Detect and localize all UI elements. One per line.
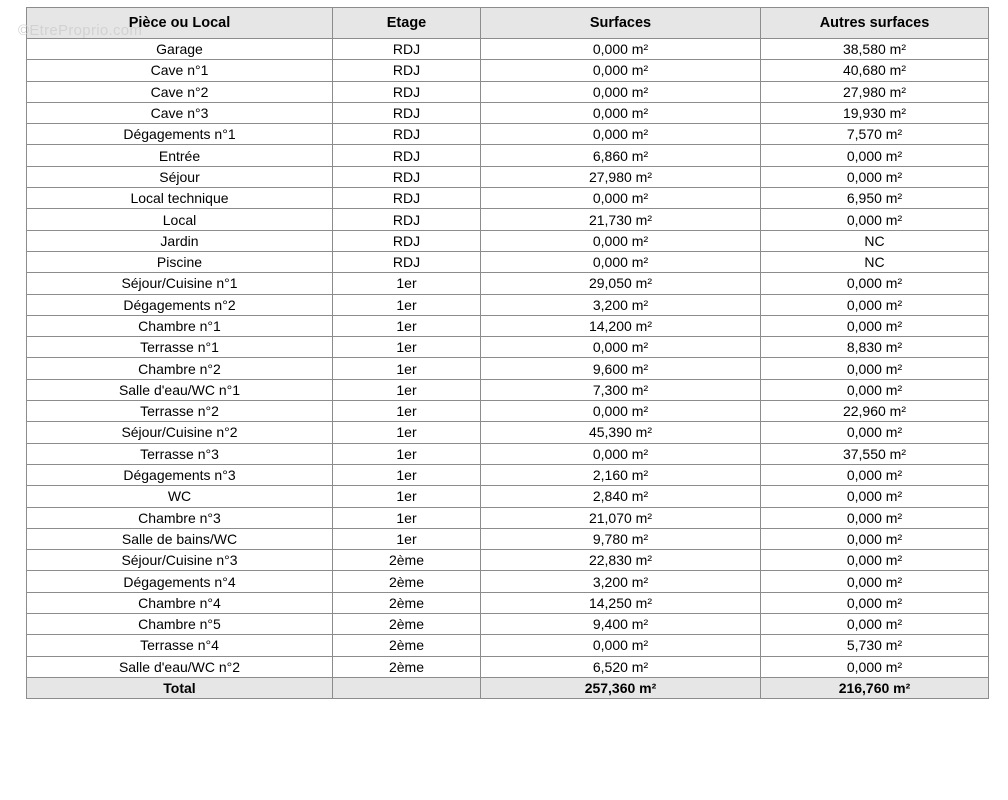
table-row xyxy=(27,315,989,336)
cell-surfaces: 0,000 m² xyxy=(481,230,761,251)
cell-surfaces: 9,600 m² xyxy=(481,358,761,379)
table-row xyxy=(27,571,989,592)
cell-autres-surfaces: 0,000 m² xyxy=(761,592,989,613)
table-row xyxy=(27,102,989,123)
cell-autres-surfaces: 6,950 m² xyxy=(761,188,989,209)
cell-autres-surfaces: 0,000 m² xyxy=(761,507,989,528)
cell-autres-surfaces: 0,000 m² xyxy=(761,614,989,635)
cell-etage: 1er xyxy=(333,273,481,294)
table-row xyxy=(27,656,989,677)
cell-surfaces: 0,000 m² xyxy=(481,443,761,464)
cell-etage: RDJ xyxy=(333,39,481,60)
table-row xyxy=(27,401,989,422)
cell-autres-surfaces: 38,580 m² xyxy=(761,39,989,60)
cell-autres-surfaces: 0,000 m² xyxy=(761,486,989,507)
cell-autres-surfaces: 0,000 m² xyxy=(761,273,989,294)
table-row xyxy=(27,273,989,294)
cell-surfaces: 3,200 m² xyxy=(481,571,761,592)
table-row xyxy=(27,81,989,102)
cell-etage: 2ème xyxy=(333,592,481,613)
total-autres-surfaces: 216,760 m² xyxy=(761,677,989,698)
cell-etage: RDJ xyxy=(333,230,481,251)
cell-piece: Jardin xyxy=(27,230,333,251)
table-row xyxy=(27,358,989,379)
header-surfaces: Surfaces xyxy=(481,8,761,39)
table-row xyxy=(27,60,989,81)
cell-surfaces: 29,050 m² xyxy=(481,273,761,294)
cell-autres-surfaces: 7,570 m² xyxy=(761,124,989,145)
cell-autres-surfaces: 0,000 m² xyxy=(761,315,989,336)
table-row xyxy=(27,294,989,315)
total-label: Total xyxy=(27,677,333,698)
table-row xyxy=(27,379,989,400)
cell-autres-surfaces: NC xyxy=(761,251,989,272)
cell-autres-surfaces: 37,550 m² xyxy=(761,443,989,464)
cell-autres-surfaces: 0,000 m² xyxy=(761,656,989,677)
cell-surfaces: 0,000 m² xyxy=(481,60,761,81)
cell-piece: Garage xyxy=(27,39,333,60)
cell-surfaces: 0,000 m² xyxy=(481,188,761,209)
table-row xyxy=(27,337,989,358)
cell-etage: RDJ xyxy=(333,209,481,230)
table-row xyxy=(27,528,989,549)
total-etage xyxy=(333,677,481,698)
cell-piece: Chambre n°2 xyxy=(27,358,333,379)
cell-piece: Séjour/Cuisine n°3 xyxy=(27,550,333,571)
cell-surfaces: 21,730 m² xyxy=(481,209,761,230)
cell-surfaces: 7,300 m² xyxy=(481,379,761,400)
cell-etage: 1er xyxy=(333,401,481,422)
cell-piece: Chambre n°4 xyxy=(27,592,333,613)
cell-etage: RDJ xyxy=(333,251,481,272)
cell-surfaces: 2,840 m² xyxy=(481,486,761,507)
cell-autres-surfaces: 22,960 m² xyxy=(761,401,989,422)
table-row xyxy=(27,209,989,230)
cell-etage: 1er xyxy=(333,294,481,315)
cell-piece: Salle d'eau/WC n°1 xyxy=(27,379,333,400)
cell-autres-surfaces: 0,000 m² xyxy=(761,358,989,379)
cell-surfaces: 0,000 m² xyxy=(481,251,761,272)
cell-etage: RDJ xyxy=(333,60,481,81)
table-row xyxy=(27,422,989,443)
cell-piece: Salle de bains/WC xyxy=(27,528,333,549)
cell-piece: Dégagements n°2 xyxy=(27,294,333,315)
cell-etage: 1er xyxy=(333,379,481,400)
total-surfaces: 257,360 m² xyxy=(481,677,761,698)
header-row xyxy=(27,8,989,39)
table-row xyxy=(27,486,989,507)
cell-surfaces: 14,250 m² xyxy=(481,592,761,613)
table-row xyxy=(27,614,989,635)
cell-surfaces: 0,000 m² xyxy=(481,39,761,60)
cell-etage: RDJ xyxy=(333,166,481,187)
cell-surfaces: 45,390 m² xyxy=(481,422,761,443)
cell-surfaces: 3,200 m² xyxy=(481,294,761,315)
table-body xyxy=(27,39,989,678)
header-etage: Etage xyxy=(333,8,481,39)
total-row xyxy=(27,677,989,698)
cell-piece: Dégagements n°1 xyxy=(27,124,333,145)
table-row xyxy=(27,124,989,145)
watermark: ©EtreProprio.com xyxy=(18,22,143,39)
cell-etage: 1er xyxy=(333,358,481,379)
table-footer xyxy=(27,677,989,698)
cell-etage: 2ème xyxy=(333,571,481,592)
cell-autres-surfaces: 0,000 m² xyxy=(761,294,989,315)
table-row xyxy=(27,230,989,251)
cell-autres-surfaces: 0,000 m² xyxy=(761,209,989,230)
cell-autres-surfaces: 0,000 m² xyxy=(761,145,989,166)
table-row xyxy=(27,188,989,209)
cell-piece: Local technique xyxy=(27,188,333,209)
cell-etage: RDJ xyxy=(333,81,481,102)
cell-etage: 1er xyxy=(333,486,481,507)
cell-surfaces: 2,160 m² xyxy=(481,464,761,485)
table-header xyxy=(27,8,989,39)
cell-piece: Dégagements n°4 xyxy=(27,571,333,592)
cell-etage: 1er xyxy=(333,315,481,336)
cell-surfaces: 9,400 m² xyxy=(481,614,761,635)
cell-surfaces: 22,830 m² xyxy=(481,550,761,571)
cell-surfaces: 21,070 m² xyxy=(481,507,761,528)
table-row xyxy=(27,550,989,571)
table-row xyxy=(27,464,989,485)
cell-etage: RDJ xyxy=(333,124,481,145)
cell-etage: 2ème xyxy=(333,550,481,571)
table-row xyxy=(27,507,989,528)
cell-surfaces: 9,780 m² xyxy=(481,528,761,549)
cell-etage: RDJ xyxy=(333,188,481,209)
header-autres-surfaces: Autres surfaces xyxy=(761,8,989,39)
cell-piece: Cave n°3 xyxy=(27,102,333,123)
cell-etage: 1er xyxy=(333,337,481,358)
cell-autres-surfaces: 0,000 m² xyxy=(761,528,989,549)
cell-autres-surfaces: 0,000 m² xyxy=(761,166,989,187)
cell-autres-surfaces: 27,980 m² xyxy=(761,81,989,102)
cell-piece: Terrasse n°2 xyxy=(27,401,333,422)
cell-autres-surfaces: 8,830 m² xyxy=(761,337,989,358)
cell-piece: Chambre n°5 xyxy=(27,614,333,635)
cell-surfaces: 0,000 m² xyxy=(481,337,761,358)
cell-autres-surfaces: 0,000 m² xyxy=(761,550,989,571)
cell-surfaces: 6,520 m² xyxy=(481,656,761,677)
table-row xyxy=(27,145,989,166)
surface-table xyxy=(26,7,989,699)
cell-surfaces: 0,000 m² xyxy=(481,81,761,102)
table-row xyxy=(27,251,989,272)
cell-autres-surfaces: 0,000 m² xyxy=(761,464,989,485)
cell-autres-surfaces: NC xyxy=(761,230,989,251)
cell-piece: Salle d'eau/WC n°2 xyxy=(27,656,333,677)
cell-piece: Chambre n°3 xyxy=(27,507,333,528)
cell-piece: Séjour/Cuisine n°2 xyxy=(27,422,333,443)
table-row xyxy=(27,635,989,656)
cell-etage: 1er xyxy=(333,422,481,443)
cell-autres-surfaces: 5,730 m² xyxy=(761,635,989,656)
cell-surfaces: 14,200 m² xyxy=(481,315,761,336)
cell-surfaces: 0,000 m² xyxy=(481,102,761,123)
cell-autres-surfaces: 0,000 m² xyxy=(761,571,989,592)
cell-etage: 2ème xyxy=(333,635,481,656)
cell-etage: 2ème xyxy=(333,614,481,635)
cell-piece: Cave n°1 xyxy=(27,60,333,81)
cell-piece: Piscine xyxy=(27,251,333,272)
cell-piece: Terrasse n°3 xyxy=(27,443,333,464)
cell-etage: 2ème xyxy=(333,656,481,677)
cell-surfaces: 0,000 m² xyxy=(481,401,761,422)
cell-piece: Séjour xyxy=(27,166,333,187)
cell-piece: Terrasse n°1 xyxy=(27,337,333,358)
table-row xyxy=(27,166,989,187)
cell-etage: 1er xyxy=(333,507,481,528)
cell-etage: 1er xyxy=(333,528,481,549)
cell-etage: RDJ xyxy=(333,102,481,123)
cell-autres-surfaces: 0,000 m² xyxy=(761,379,989,400)
cell-etage: RDJ xyxy=(333,145,481,166)
cell-etage: 1er xyxy=(333,443,481,464)
cell-piece: Local xyxy=(27,209,333,230)
cell-piece: Séjour/Cuisine n°1 xyxy=(27,273,333,294)
cell-autres-surfaces: 40,680 m² xyxy=(761,60,989,81)
header-piece: Pièce ou Local xyxy=(27,8,333,39)
table-row xyxy=(27,443,989,464)
cell-piece: Chambre n°1 xyxy=(27,315,333,336)
cell-autres-surfaces: 19,930 m² xyxy=(761,102,989,123)
cell-piece: Terrasse n°4 xyxy=(27,635,333,656)
cell-surfaces: 0,000 m² xyxy=(481,635,761,656)
cell-etage: 1er xyxy=(333,464,481,485)
cell-piece: WC xyxy=(27,486,333,507)
cell-surfaces: 0,000 m² xyxy=(481,124,761,145)
table-row xyxy=(27,592,989,613)
table-row xyxy=(27,39,989,60)
cell-surfaces: 27,980 m² xyxy=(481,166,761,187)
cell-piece: Entrée xyxy=(27,145,333,166)
cell-piece: Cave n°2 xyxy=(27,81,333,102)
cell-surfaces: 6,860 m² xyxy=(481,145,761,166)
cell-piece: Dégagements n°3 xyxy=(27,464,333,485)
cell-autres-surfaces: 0,000 m² xyxy=(761,422,989,443)
